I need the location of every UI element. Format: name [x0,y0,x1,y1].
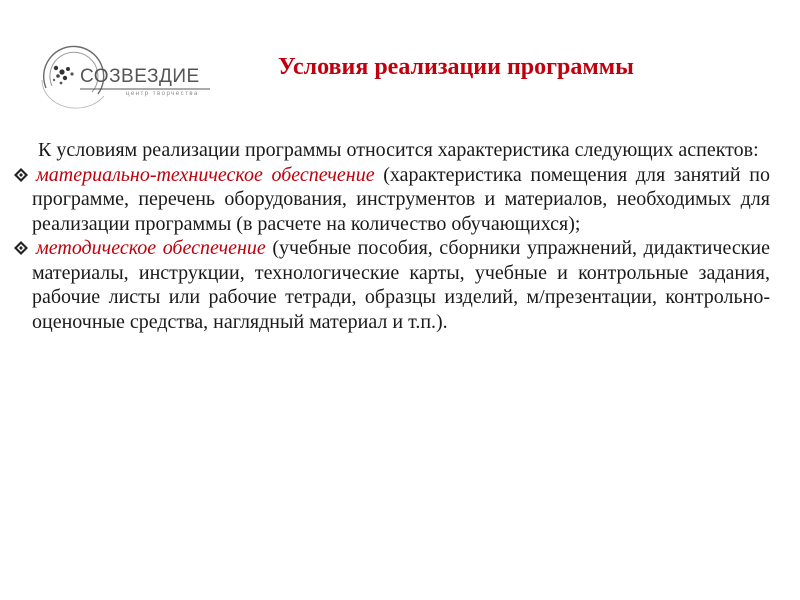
intro-paragraph: К условиям реализации программы относится характеристика следующих аспектов: [38,139,759,161]
slide-content [32,138,770,334]
list-item [32,163,770,237]
logo [34,36,234,116]
item-term: методическое обеспечение [36,237,266,259]
item-term: материально-техническое обеспечение [36,163,375,186]
logo-name: СОЗВЕЗДИЕ [80,66,200,87]
diamond-bullet-icon [14,168,28,182]
list-item [32,236,770,334]
diamond-bullet-icon [14,241,28,255]
item-text: (учебные пособия, сборники упражнений, дидактические материалы, инструкции, технологические карты, учебные и контрольные задания, рабочие листы или рабочие тетради, образцы изделий, м/презентации, контрольно-оценочные средства, наглядный материал и т.п.). [32,237,770,333]
logo-subtitle: центр творчества [126,91,199,97]
item-text: (характеристика помещения для занятий по программе, перечень оборудования, инструментов и материалов, необходимых для реализации программы (в расчете на количество обучающихся); [32,163,770,235]
slide-title: Условия реализации программы [278,54,634,80]
